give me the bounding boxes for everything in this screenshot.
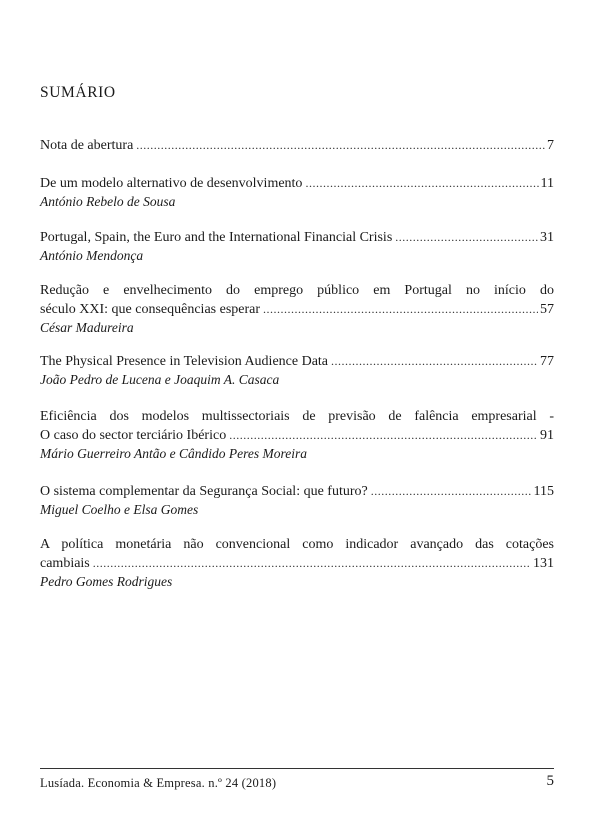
toc-entry-8[interactable] — [40, 536, 554, 591]
dot-leader — [136, 136, 545, 154]
footer-divider — [40, 768, 554, 769]
footer-journal: Lusíada. Economia & Empresa. n.º 24 (2018) — [40, 776, 277, 790]
toc-entry-title: De um modelo alternativo de desenvolvimento — [40, 176, 303, 191]
toc-entry-4[interactable] — [40, 282, 554, 337]
toc-entry-1[interactable] — [40, 136, 554, 155]
toc-entry-title-line: Redução e envelhecimento do emprego público em Portugal no início do — [40, 283, 554, 298]
toc-entry-page: 115 — [533, 484, 554, 499]
dot-leader — [331, 352, 538, 370]
toc-entry-title: Portugal, Spain, the Euro and the International Financial Crisis — [40, 230, 393, 245]
toc-entry-5[interactable] — [40, 352, 554, 389]
dot-leader — [93, 554, 531, 572]
toc-entry-title: The Physical Presence in Television Audience Data — [40, 354, 329, 369]
toc-entry-title: O caso do sector terciário Ibérico — [40, 428, 227, 443]
dot-leader — [371, 482, 532, 500]
dot-leader — [229, 426, 538, 444]
toc-entry-title-line: A política monetária não convencional como indicador avançado das cotações — [40, 537, 554, 552]
toc-entry-7[interactable] — [40, 482, 554, 519]
dot-leader — [263, 300, 538, 318]
toc-entry-author: Miguel Coelho e Elsa Gomes — [40, 502, 199, 517]
toc-entry-page: 31 — [540, 230, 554, 245]
toc-entry-title: século XXI: que consequências esperar — [40, 302, 261, 317]
toc-entry-page: 77 — [540, 354, 554, 369]
toc-entry-6[interactable] — [40, 408, 554, 463]
toc-entry-page: 57 — [540, 302, 554, 317]
toc-entry-page: 131 — [533, 556, 554, 571]
toc-entry-author: João Pedro de Lucena e Joaquim A. Casaca — [40, 372, 280, 387]
toc-entry-author: António Mendonça — [40, 248, 144, 263]
toc-entry-title: cambiais — [40, 556, 90, 571]
footer-page-number: 5 — [546, 773, 554, 789]
dot-leader — [395, 228, 538, 246]
dot-leader — [305, 174, 538, 192]
toc-entry-author: Mário Guerreiro Antão e Cândido Peres Moreira — [40, 446, 307, 461]
toc-entry-page: 11 — [540, 176, 554, 191]
toc-entry-title: Nota de abertura — [40, 138, 134, 153]
toc-entry-title-line: Eficiência dos modelos multissectoriais de previsão de falência empresarial - — [40, 409, 554, 424]
toc-entry-page: 7 — [547, 138, 554, 153]
toc-entry-author: César Madureira — [40, 320, 134, 335]
toc-entry-author: António Rebelo de Sousa — [40, 194, 176, 209]
toc-entry-2[interactable] — [40, 174, 554, 211]
toc-entry-title: O sistema complementar da Segurança Social: que futuro? — [40, 484, 368, 499]
toc-entry-3[interactable] — [40, 228, 554, 265]
toc-entry-author: Pedro Gomes Rodrigues — [40, 574, 173, 589]
page-heading: SUMÁRIO — [40, 84, 116, 101]
toc-entry-page: 91 — [540, 428, 554, 443]
